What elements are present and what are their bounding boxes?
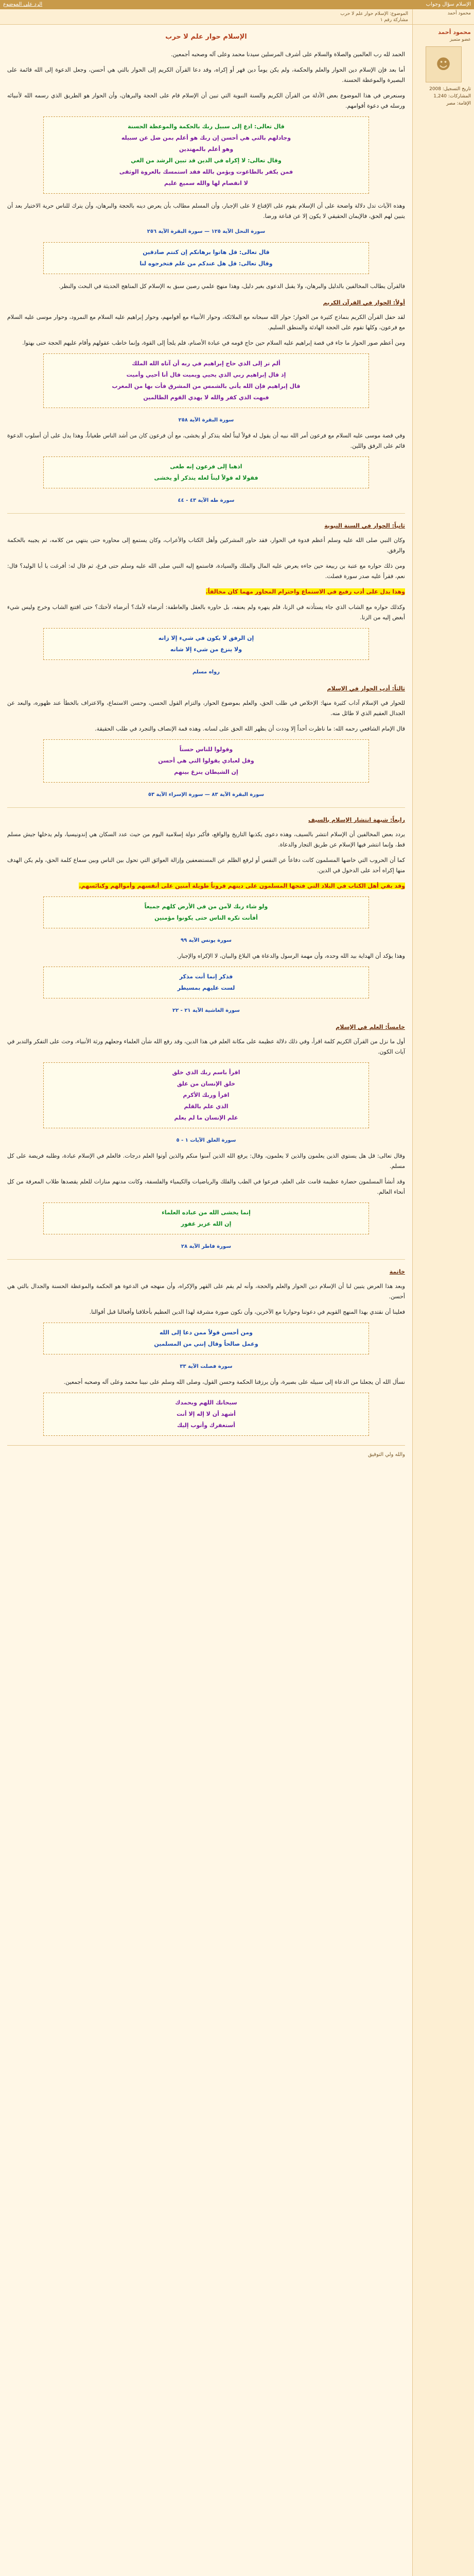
paragraph: لقد حفل القرآن الكريم بنماذج كثيرة من الحوار؛ حوار الله سبحانه مع الملائكة، وحوار الأنبياء مع أقوامهم، وحوار إبراهيم عليه السلام مع النمرود، وحوار موسى عليه السلام مع فرعون، وكلها تقوم على الحجة الهادئة والمنطق السليم. xyxy=(7,314,405,331)
source-reference: سورة العلق الآيات ١ - ٥ xyxy=(176,1138,236,1143)
paragraph: قال الإمام الشافعي رحمه الله: ما ناظرت أحداً إلا وددت أن يظهر الله الحق على لسانه. وهذه قمة الإنصاف والتجرد في طلب الحقيقة. xyxy=(95,725,405,732)
section-heading: ثانياً: الحوار في السنة النبوية xyxy=(324,522,405,529)
paragraph: أول ما نزل من القرآن الكريم كلمة اقرأ، وفي ذلك دلالة عظيمة على مكانة العلم في هذا الدين، وقد رفع الله شأن العلماء وجعلهم ورثة الأنبياء، وحث على التفكر والتدبر في آيات الكون. xyxy=(7,1038,405,1055)
quote-box xyxy=(43,1393,369,1436)
quote-line: اذهبا إلى فرعون إنه طغى xyxy=(170,463,242,470)
quote-box xyxy=(43,739,369,783)
quote-line: إذ قال إبراهيم ربي الذي يحيي ويميت قال أنا أحيي وأميت xyxy=(126,371,286,378)
post-meta xyxy=(0,9,412,24)
quote-line: وجادلهم بالتي هي أحسن إن ربك هو أعلم بمن ضل عن سبيله xyxy=(121,134,291,141)
post-signature: والله ولي التوفيق xyxy=(7,1445,405,1460)
quote-line: وقل لعبادي يقولوا التي هي أحسن xyxy=(158,757,254,764)
quote-line: لا انفصام لها والله سميع عليم xyxy=(164,180,248,187)
source-reference: رواه مسلم xyxy=(192,669,220,675)
quote-line: خلق الإنسان من علق xyxy=(177,1080,236,1087)
quote-line: ولا ينزع من شيء إلا شانه xyxy=(170,646,242,653)
highlight-text: وقد بقي أهل الكتاب في البلاد التي فتحها المسلمون على دينهم قروناً طويلة آمنين على أنفسهم وأموالهم وكنائسهم. xyxy=(79,883,405,889)
quote-line: قال تعالى: ادع إلى سبيل ربك بالحكمة والموعظة الحسنة xyxy=(128,123,285,130)
quote-line: سبحانك اللهم وبحمدك xyxy=(175,1399,237,1406)
divider xyxy=(7,513,405,514)
section-heading: رابعاً: شبهة انتشار الإسلام بالسيف xyxy=(308,817,405,823)
section-heading: ثالثاً: أدب الحوار في الإسلام xyxy=(327,685,405,692)
quote-line: وهو أعلم بالمهتدين xyxy=(179,146,234,152)
paragraph: وهذا يؤكد أن الهداية بيد الله وحده، وأن مهمة الرسول والدعاة هي البلاغ والبيان، لا الإكراه والإجبار. xyxy=(177,953,405,959)
user-icon: ☻ xyxy=(435,56,451,73)
paragraph: نسأل الله أن يجعلنا من الدعاة إلى سبيله على بصيرة، وأن يرزقنا الحكمة وحسن القول، وصلى الله وسلم على نبينا محمد وعلى آله وصحبه أجمعين. xyxy=(63,1379,405,1385)
avatar[interactable] xyxy=(426,46,462,82)
user-title: عضو متميز xyxy=(449,37,471,42)
quote-line: فمن يكفر بالطاغوت ويؤمن بالله فقد استمسك بالعروة الوثقى xyxy=(119,168,293,175)
quote-line: اقرأ باسم ربك الذي خلق xyxy=(172,1069,240,1076)
source-reference: سورة الغاشية الآية ٢١ - ٢٢ xyxy=(172,1008,240,1013)
paragraph: أما بعد فإن الإسلام دين الحوار والعلم والحكمة، ولم يكن يوماً دين قهر أو إكراه، وقد دعا القرآن الكريم إلى الحوار بالتي هي أحسن، وجعل الدعوة إلى الله قائمة على البصيرة والموعظة الحسنة. xyxy=(7,66,405,83)
quote-box xyxy=(43,242,369,274)
quote-box xyxy=(43,1062,369,1128)
highlight-text: وهذا يدل على أدب رفيع في الاستماع واحترام المحاور مهما كان مخالفاً. xyxy=(205,588,405,595)
username[interactable]: محمود أحمد xyxy=(438,29,471,36)
source-reference: سورة النحل الآية ١٢٥ — سورة البقرة الآية ٢٥٦ xyxy=(147,229,266,234)
user-location: الإقامة: مصر xyxy=(446,101,471,106)
quote-box xyxy=(43,896,369,928)
source-reference: سورة فاطر الآية ٢٨ xyxy=(181,1244,232,1249)
paragraph: وقد أنشأ المسلمون حضارة عظيمة قامت على العلم، فبرعوا في الطب والفلك والرياضيات والكيمياء والفلسفة، وكانت مدنهم منارات للعلم يقصدها طلاب المعرفة من كل أنحاء العالم. xyxy=(7,1178,405,1195)
paragraph: ومن أعظم صور الحوار ما جاء في قصة إبراهيم عليه السلام حين حاج قومه في عبادة الأصنام، فلم يلجأ إلى القوة، وإنما خاطب عقولهم وأقام عليهم الحجة حتى بهتوا. xyxy=(22,340,405,346)
paragraph: الحمد لله رب العالمين والصلاة والسلام على أشرف المرسلين سيدنا محمد وعلى آله وصحبه أجمعين. xyxy=(170,51,405,58)
quote-box xyxy=(43,353,369,408)
post-content xyxy=(0,25,412,2576)
paragraph: وهذه الآيات تدل دلالة واضحة على أن الإسلام يقوم على الإقناع لا على الإجبار، وأن المسلم مطالب بأن يعرض دينه بالحجة والبرهان، وأن يترك للناس حرية الاختيار بعد أن يتبين لهم الحق، فالإيمان الحقيقي لا يكون إلا عن قناعة ورضا. xyxy=(7,202,405,219)
top-bar xyxy=(0,0,474,9)
quote-line: وعمل صالحاً وقال إنني من المسلمين xyxy=(154,1341,258,1347)
forum-title[interactable]: الإسلام سؤال وجواب xyxy=(426,2,471,7)
quote-line: قال تعالى: قل هاتوا برهانكم إن كنتم صادقين xyxy=(143,249,270,256)
paragraph: للحوار في الإسلام آداب كثيرة منها: الإخلاص في طلب الحق، والعلم بموضوع الحوار، والتزام القول الحسن، وحسن الاستماع، والاعتراف بالخطأ عند ظهوره، والبعد عن الجدال العقيم الذي لا طائل منه. xyxy=(7,700,405,717)
quote-line: ألم تر إلى الذي حاج إبراهيم في ربه أن آتاه الله الملك xyxy=(132,360,280,367)
source-reference: سورة فصلت الآية ٣٣ xyxy=(180,1364,233,1369)
quote-line: ولو شاء ربك لآمن من في الأرض كلهم جميعاً xyxy=(144,903,268,910)
join-date: تاريخ التسجيل: 2008 xyxy=(429,87,471,92)
source-reference: سورة طه الآية ٤٣ - ٤٤ xyxy=(178,498,235,503)
quote-box xyxy=(43,1202,369,1234)
section-heading: خاتمة xyxy=(389,1268,405,1275)
quote-line: فبهت الذي كفر والله لا يهدي القوم الظالمين xyxy=(143,394,269,401)
highlighted-paragraph xyxy=(7,587,405,597)
user-sidebar xyxy=(412,25,474,2576)
post-count: المشاركات: 1,240 xyxy=(433,94,471,99)
quote-line: لست عليهم بمسيطر xyxy=(177,985,235,991)
quote-line: فذكر إنما أنت مذكر xyxy=(179,973,233,980)
quote-box xyxy=(43,456,369,488)
divider xyxy=(7,1259,405,1260)
quote-box xyxy=(43,628,369,660)
quote-line: إن الرفق لا يكون في شيء إلا زانه xyxy=(158,635,254,641)
paragraph: وكذلك حواره مع الشاب الذي جاء يستأذنه في الزنا، فلم ينهره ولم يعنفه، بل حاوره بالعقل والعاطفة: أترضاه لأمك؟ أترضاه لأختك؟ حتى اقتنع الشاب وخرج وليس شيء أبغض إليه من الزنا. xyxy=(7,604,405,621)
paragraph: كما أن الحروب التي خاضها المسلمون كانت دفاعاً عن النفس أو لرفع الظلم عن المستضعفين وإزالة العوائق التي تحول بين الناس وبين سماع كلمة الحق، ولم يكن الهدف منها إكراه أحد على الدخول في الدين. xyxy=(7,857,405,874)
source-reference: سورة البقرة الآية ٨٣ — سورة الإسراء الآية ٥٣ xyxy=(148,792,265,798)
quote-line: قال إبراهيم فإن الله يأتي بالشمس من المشرق فأت بها من المغرب xyxy=(112,383,301,389)
source-reference: سورة البقرة الآية ٢٥٨ xyxy=(178,417,234,423)
quote-line: وقال تعالى: قل هل عندكم من علم فتخرجوه لنا xyxy=(139,260,273,267)
quote-box xyxy=(43,116,369,194)
quote-line: وقولوا للناس حسناً xyxy=(179,746,233,753)
quote-line: إنما يخشى الله من عباده العلماء xyxy=(162,1209,251,1216)
quote-line: أفأنت تكره الناس حتى يكونوا مؤمنين xyxy=(154,914,258,921)
quote-box xyxy=(43,1323,369,1354)
paragraph: وبعد هذا العرض يتبين لنا أن الإسلام دين الحوار والعلم والحجة، وأنه لم يقم على القهر والإكراه، وأن منهجه في الدعوة هو الحكمة والموعظة الحسنة والجدال بالتي هي أحسن. xyxy=(7,1283,405,1300)
quote-line: ومن أحسن قولاً ممن دعا إلى الله xyxy=(159,1329,253,1336)
paragraph: ومن ذلك حواره مع عتبة بن ربيعة حين جاءه يعرض عليه المال والملك والسيادة، فاستمع إليه النبي صلى الله عليه وسلم حتى فرغ، ثم قال له: أفرغت يا أبا الوليد؟ قال: نعم، فقرأ عليه صدر سورة فصلت. xyxy=(7,563,405,580)
quote-line: أستغفرك وأتوب إليك xyxy=(177,1422,236,1429)
quote-line: علم الإنسان ما لم يعلم xyxy=(174,1114,238,1121)
reply-link[interactable]: الرد على الموضوع xyxy=(3,2,43,7)
source-reference: سورة يونس الآية ٩٩ xyxy=(180,938,232,943)
quote-line: وقال تعالى: لا إكراه في الدين قد تبين الرشد من الغي xyxy=(131,157,282,164)
quote-line: الذي علم بالقلم xyxy=(184,1103,229,1110)
paragraph: وكان النبي صلى الله عليه وسلم أعظم قدوة في الحوار، فقد حاور المشركين وأهل الكتاب والأعراب، وكان يستمع إلى محاوره حتى ينتهي من كلامه، ثم يجيبه بالحكمة والرفق. xyxy=(7,537,405,554)
post-title: الإسلام حوار علم لا حرب xyxy=(165,33,247,41)
paragraph: وفي قصة موسى عليه السلام مع فرعون أمر الله نبيه أن يقول له قولاً ليناً لعله يتذكر أو يخشى، مع أن فرعون كان من أشد الناس طغياناً، وهذا يدل على أن أسلوب الدعوة قائم على الرفق واللين. xyxy=(7,432,405,449)
quote-box xyxy=(43,967,369,998)
poster-mini[interactable]: محمود أحمد xyxy=(412,9,474,24)
quote-line: فقولا له قولاً ليناً لعله يتذكر أو يخشى xyxy=(154,474,258,481)
paragraph: وسنعرض في هذا الموضوع بعض الأدلة من القرآن الكريم والسنة النبوية التي تبين أن الإسلام قام على الحجة والبرهان، وأن الحوار هو الطريق الذي رسمه الله لأنبيائه ورسله في دعوة أقوامهم. xyxy=(7,92,405,109)
post-header-bar xyxy=(0,9,474,25)
section-heading: خامساً: العلم في الإسلام xyxy=(336,1024,405,1030)
quote-line: إن الله عزيز غفور xyxy=(181,1221,232,1227)
paragraph: فعلينا أن نقتدي بهذا المنهج القويم في دعوتنا وحوارنا مع الآخرين، وأن نكون صورة مشرقة لهذا الدين العظيم بأخلاقنا وأفعالنا قبل أقوالنا. xyxy=(89,1309,405,1315)
quote-line: أشهد أن لا إله إلا أنت xyxy=(177,1411,236,1417)
paragraph: فالقرآن يطالب المخالفين بالدليل والبرهان، ولا يقبل الدعوى بغير دليل، وهذا منهج علمي رصين سبق به الإسلام كل المناهج الحديثة في البحث والنظر. xyxy=(59,283,405,290)
divider xyxy=(7,807,405,808)
post-meta-number[interactable]: مشاركة رقم ١ xyxy=(380,18,408,23)
post-meta-title: الموضوع: الإسلام حوار علم لا حرب xyxy=(340,11,408,16)
post-layout xyxy=(0,25,474,2576)
section-heading: أولاً: الحوار في القرآن الكريم xyxy=(323,299,405,306)
quote-line: إن الشيطان ينزغ بينهم xyxy=(174,769,238,775)
highlighted-paragraph xyxy=(7,881,405,891)
paragraph: وقال تعالى: قل هل يستوي الذين يعلمون والذين لا يعلمون، وقال: يرفع الله الذين آمنوا منكم والذين أوتوا العلم درجات. فالعلم في الإسلام عبادة، وطلبه فريضة على كل مسلم. xyxy=(7,1153,405,1170)
quote-line: اقرأ وربك الأكرم xyxy=(183,1092,230,1098)
paragraph: يردد بعض المخالفين أن الإسلام انتشر بالسيف، وهذه دعوى يكذبها التاريخ والواقع، فأكبر دولة إسلامية اليوم من حيث عدد السكان هي إندونيسيا، ولم يدخلها جيش مسلم قط، وإنما انتشر فيها الإسلام عن طريق التجار والدعاة. xyxy=(7,831,405,848)
